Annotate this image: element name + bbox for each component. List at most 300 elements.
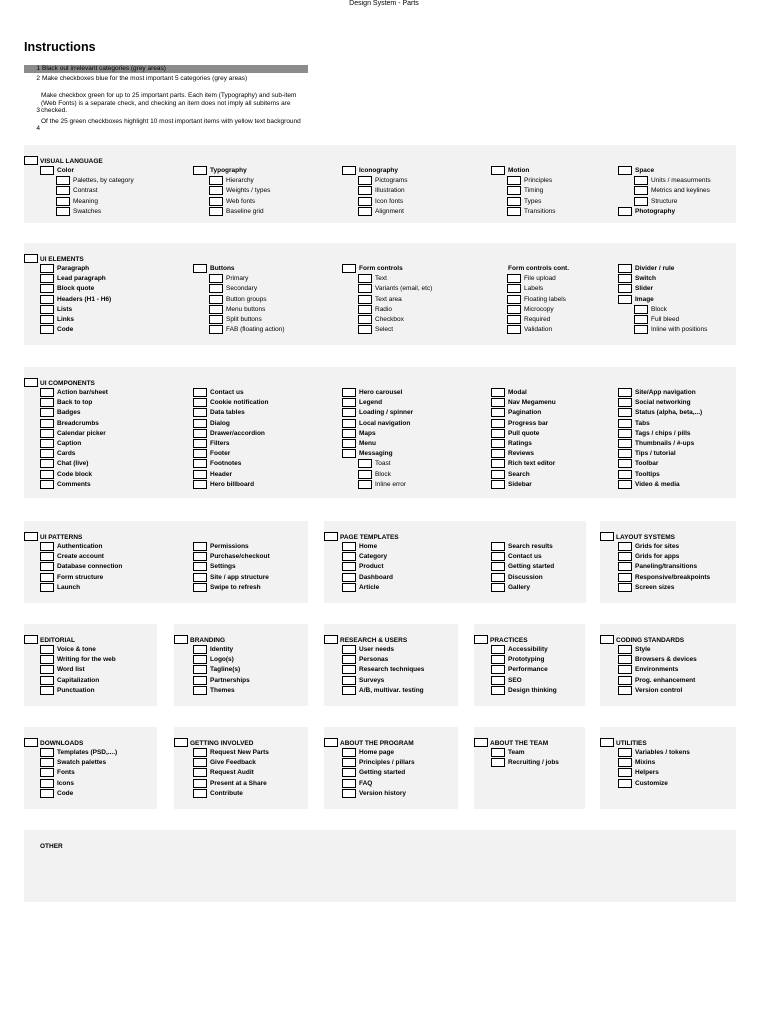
item-checkbox[interactable] <box>193 645 207 654</box>
item-checkbox[interactable] <box>507 186 521 195</box>
item-label-baseline-grid: Baseline grid <box>226 207 264 215</box>
item-checkbox[interactable] <box>618 284 632 293</box>
item-checkbox[interactable] <box>358 325 372 334</box>
item-checkbox[interactable] <box>618 748 632 757</box>
item-checkbox[interactable] <box>491 748 505 757</box>
item-label-toolbar: Toolbar <box>635 460 659 468</box>
item-label-code: Code <box>57 326 74 334</box>
item-checkbox[interactable] <box>342 645 356 654</box>
item-checkbox[interactable] <box>40 470 54 479</box>
item-checkbox[interactable] <box>358 186 372 195</box>
item-checkbox[interactable] <box>209 295 223 304</box>
section-title: GETTING INVOLVED <box>190 740 254 747</box>
item-label-hierarchy: Hierarchy <box>226 177 254 185</box>
item-checkbox[interactable] <box>40 552 54 561</box>
item-checkbox[interactable] <box>507 325 521 334</box>
item-checkbox[interactable] <box>40 459 54 468</box>
item-checkbox[interactable] <box>491 459 505 468</box>
item-label-secondary: Secondary <box>226 285 258 293</box>
item-checkbox[interactable] <box>209 197 223 206</box>
item-checkbox[interactable] <box>40 305 54 314</box>
item-label-swatch-palettes: Swatch palettes <box>57 759 107 767</box>
item-label-user-needs: User needs <box>359 646 395 653</box>
item-checkbox[interactable] <box>618 295 632 304</box>
instruction-number: 1 <box>36 65 40 72</box>
item-checkbox[interactable] <box>618 439 632 448</box>
item-checkbox[interactable] <box>40 779 54 788</box>
item-checkbox[interactable] <box>491 408 505 417</box>
item-checkbox[interactable] <box>618 665 632 674</box>
item-label-tabs: Tabs <box>635 419 650 427</box>
item-checkbox[interactable] <box>40 429 54 438</box>
item-label-form-controls: Form controls <box>359 265 403 272</box>
item-label-labels: Labels <box>524 285 544 293</box>
item-label-floating-labels: Floating labels <box>524 295 566 303</box>
item-checkbox[interactable] <box>40 665 54 674</box>
item-checkbox[interactable] <box>342 655 356 664</box>
item-label-mixins: Mixins <box>635 759 656 767</box>
item-checkbox[interactable] <box>491 419 505 428</box>
item-checkbox[interactable] <box>491 686 505 695</box>
section-checkbox[interactable] <box>24 378 38 387</box>
item-label-dashboard: Dashboard <box>359 573 393 581</box>
item-checkbox[interactable] <box>209 207 223 216</box>
item-label-give-feedback: Give Feedback <box>210 759 256 767</box>
item-checkbox[interactable] <box>358 176 372 185</box>
item-label-pull-quote: Pull quote <box>508 429 540 437</box>
section-checkbox[interactable] <box>24 254 38 263</box>
item-checkbox[interactable] <box>342 542 356 551</box>
item-checkbox[interactable] <box>342 264 356 273</box>
item-label-launch: Launch <box>57 583 81 591</box>
item-label-accessibility: Accessibility <box>508 646 548 653</box>
item-label-tags-chips-pills: Tags / chips / pills <box>635 429 691 437</box>
item-checkbox[interactable] <box>618 429 632 438</box>
item-checkbox[interactable] <box>358 470 372 479</box>
item-checkbox[interactable] <box>193 480 207 489</box>
item-checkbox[interactable] <box>342 789 356 798</box>
item-checkbox[interactable] <box>40 274 54 283</box>
item-checkbox[interactable] <box>491 562 505 571</box>
item-label-site-app-structure: Site / app structure <box>210 573 269 581</box>
item-checkbox[interactable] <box>342 583 356 592</box>
item-checkbox[interactable] <box>193 583 207 592</box>
item-checkbox[interactable] <box>618 398 632 407</box>
item-label-form-structure: Form structure <box>57 573 104 581</box>
item-checkbox[interactable] <box>40 419 54 428</box>
item-checkbox[interactable] <box>491 166 505 175</box>
item-checkbox[interactable] <box>342 573 356 582</box>
item-checkbox[interactable] <box>40 408 54 417</box>
item-label-pagination: Pagination <box>508 409 542 417</box>
item-checkbox[interactable] <box>40 264 54 273</box>
item-checkbox[interactable] <box>193 573 207 582</box>
item-checkbox[interactable] <box>342 552 356 561</box>
item-checkbox[interactable] <box>193 779 207 788</box>
section-checkbox[interactable] <box>324 635 338 644</box>
item-checkbox[interactable] <box>40 315 54 324</box>
item-checkbox[interactable] <box>618 166 632 175</box>
section-checkbox[interactable] <box>600 635 614 644</box>
item-checkbox[interactable] <box>342 419 356 428</box>
item-label-identity: Identity <box>210 646 234 653</box>
item-checkbox[interactable] <box>634 197 648 206</box>
item-label-version-control: Version control <box>635 686 683 694</box>
section-title: UI PATTERNS <box>40 534 83 541</box>
item-label-pictograms: Pictograms <box>375 177 408 185</box>
section-checkbox[interactable] <box>474 738 488 747</box>
item-checkbox[interactable] <box>40 645 54 654</box>
item-label-getting-started: Getting started <box>508 563 555 571</box>
item-checkbox[interactable] <box>358 459 372 468</box>
item-label-messaging: Messaging <box>359 450 393 458</box>
section-title: VISUAL LANGUAGE <box>40 158 103 165</box>
item-checkbox[interactable] <box>40 542 54 551</box>
section-checkbox[interactable] <box>24 738 38 747</box>
item-label-getting-started: Getting started <box>359 769 406 777</box>
item-label-data-tables: Data tables <box>210 409 245 417</box>
item-label-badges: Badges <box>57 409 81 417</box>
item-label-prog-enhancement: Prog. enhancement <box>635 676 696 684</box>
item-checkbox[interactable] <box>618 779 632 788</box>
item-label-partnerships: Partnerships <box>210 676 250 684</box>
item-checkbox[interactable] <box>40 758 54 767</box>
item-label-space: Space <box>635 167 655 174</box>
item-label-gallery: Gallery <box>508 583 531 591</box>
item-checkbox[interactable] <box>193 439 207 448</box>
item-checkbox[interactable] <box>193 459 207 468</box>
item-label-contribute: Contribute <box>210 789 243 797</box>
item-checkbox[interactable] <box>40 562 54 571</box>
item-checkbox[interactable] <box>634 305 648 314</box>
item-checkbox[interactable] <box>507 315 521 324</box>
item-label-divider-rule: Divider / rule <box>635 265 675 272</box>
item-label-units-measurments: Units / measurments <box>651 177 711 185</box>
item-checkbox[interactable] <box>40 748 54 757</box>
item-checkbox[interactable] <box>209 176 223 185</box>
item-label-video-media: Video & media <box>635 480 680 488</box>
item-label-inline-error: Inline error <box>375 480 407 488</box>
item-label-voice-tone: Voice & tone <box>57 646 96 653</box>
item-checkbox[interactable] <box>618 274 632 283</box>
item-label-fab-floating-action: FAB (floating action) <box>226 326 285 334</box>
item-label-templates-psd: Templates (PSD,....) <box>57 749 118 756</box>
item-label-maps: Maps <box>359 429 376 437</box>
item-checkbox[interactable] <box>193 408 207 417</box>
item-checkbox[interactable] <box>491 552 505 561</box>
item-checkbox[interactable] <box>209 325 223 334</box>
item-checkbox[interactable] <box>193 264 207 273</box>
item-label-writing-for-the-web: Writing for the web <box>57 656 116 664</box>
item-checkbox[interactable] <box>618 573 632 582</box>
item-checkbox[interactable] <box>491 758 505 767</box>
item-checkbox[interactable] <box>193 665 207 674</box>
item-checkbox[interactable] <box>342 562 356 571</box>
item-checkbox[interactable] <box>507 197 521 206</box>
item-checkbox[interactable] <box>193 398 207 407</box>
item-checkbox[interactable] <box>491 388 505 397</box>
item-checkbox[interactable] <box>358 305 372 314</box>
item-checkbox[interactable] <box>342 429 356 438</box>
item-checkbox[interactable] <box>618 542 632 551</box>
instruction-3-number: 3 <box>36 107 40 114</box>
item-label-tagline-s: Tagline(s) <box>210 666 241 674</box>
item-label-structure: Structure <box>651 197 678 205</box>
item-label-validation: Validation <box>524 326 553 334</box>
item-checkbox[interactable] <box>56 186 70 195</box>
item-checkbox[interactable] <box>56 176 70 185</box>
item-label-palettes-by-category: Palettes, by category <box>73 177 134 185</box>
item-checkbox[interactable] <box>618 408 632 417</box>
item-checkbox[interactable] <box>342 676 356 685</box>
item-checkbox[interactable] <box>193 676 207 685</box>
item-checkbox[interactable] <box>358 274 372 283</box>
item-label-split-buttons: Split buttons <box>226 316 262 323</box>
section-checkbox[interactable] <box>600 532 614 541</box>
item-checkbox[interactable] <box>618 552 632 561</box>
item-checkbox[interactable] <box>507 207 521 216</box>
item-checkbox[interactable] <box>193 758 207 767</box>
item-checkbox[interactable] <box>193 789 207 798</box>
instruction-3-text: Make checkbox green for up to 25 important parts. Each item (Typography) and sub-item (Web Fonts) is a separate check, and checking an item does not imply all subitems are checked. <box>41 92 297 114</box>
item-checkbox[interactable] <box>491 449 505 458</box>
item-checkbox[interactable] <box>342 408 356 417</box>
item-label-authentication: Authentication <box>57 543 103 550</box>
item-checkbox[interactable] <box>342 665 356 674</box>
item-label-cookie-notification: Cookie notification <box>210 399 269 407</box>
item-label-dialog: Dialog <box>210 419 230 427</box>
item-label-contrast: Contrast <box>73 187 98 195</box>
item-label-metrics-and-keylines: Metrics and keylines <box>651 187 710 195</box>
item-checkbox[interactable] <box>193 562 207 571</box>
section-title: ABOUT THE PROGRAM <box>340 740 414 747</box>
item-checkbox[interactable] <box>618 562 632 571</box>
item-checkbox[interactable] <box>618 388 632 397</box>
item-checkbox[interactable] <box>193 655 207 664</box>
item-checkbox[interactable] <box>209 305 223 314</box>
section-checkbox[interactable] <box>324 738 338 747</box>
item-checkbox[interactable] <box>56 207 70 216</box>
section-checkbox[interactable] <box>24 156 38 165</box>
item-checkbox[interactable] <box>40 676 54 685</box>
item-label-progress-bar: Progress bar <box>508 419 549 427</box>
item-checkbox[interactable] <box>618 264 632 273</box>
item-checkbox[interactable] <box>491 439 505 448</box>
item-label-required: Required <box>524 316 551 323</box>
item-checkbox[interactable] <box>634 315 648 324</box>
item-checkbox[interactable] <box>193 166 207 175</box>
item-checkbox[interactable] <box>507 295 521 304</box>
item-checkbox[interactable] <box>342 388 356 397</box>
item-checkbox[interactable] <box>193 748 207 757</box>
item-label-toast: Toast <box>375 460 391 468</box>
item-checkbox[interactable] <box>40 583 54 592</box>
item-checkbox[interactable] <box>491 480 505 489</box>
item-checkbox[interactable] <box>491 583 505 592</box>
item-checkbox[interactable] <box>56 197 70 206</box>
item-label-hero-billboard: Hero billboard <box>210 480 255 488</box>
item-checkbox[interactable] <box>491 665 505 674</box>
item-checkbox[interactable] <box>491 542 505 551</box>
item-label-screen-sizes: Screen sizes <box>635 583 675 591</box>
item-label-themes: Themes <box>210 686 235 694</box>
item-checkbox[interactable] <box>358 284 372 293</box>
item-checkbox[interactable] <box>193 419 207 428</box>
item-checkbox[interactable] <box>40 439 54 448</box>
section-checkbox[interactable] <box>174 635 188 644</box>
item-checkbox[interactable] <box>358 480 372 489</box>
item-checkbox[interactable] <box>618 686 632 695</box>
instruction-2 <box>24 75 247 83</box>
section-title: PAGE TEMPLATES <box>340 534 399 541</box>
item-checkbox[interactable] <box>40 295 54 304</box>
item-label-typography: Typography <box>210 167 247 174</box>
section-title: PRACTICES <box>490 637 528 644</box>
item-label-responsive-breakpoints: Responsive/breakpoints <box>635 573 711 581</box>
item-checkbox[interactable] <box>193 552 207 561</box>
item-checkbox[interactable] <box>40 449 54 458</box>
item-checkbox[interactable] <box>618 449 632 458</box>
item-label-reviews: Reviews <box>508 450 535 458</box>
item-label-weights-types: Weights / types <box>226 187 271 195</box>
section-title: UI ELEMENTS <box>40 256 84 263</box>
item-checkbox[interactable] <box>491 645 505 654</box>
item-checkbox[interactable] <box>342 166 356 175</box>
item-checkbox[interactable] <box>40 768 54 777</box>
item-checkbox[interactable] <box>342 398 356 407</box>
item-checkbox[interactable] <box>40 398 54 407</box>
item-checkbox[interactable] <box>358 295 372 304</box>
item-checkbox[interactable] <box>193 470 207 479</box>
item-checkbox[interactable] <box>507 274 521 283</box>
item-label-local-navigation: Local navigation <box>359 419 411 427</box>
item-checkbox[interactable] <box>40 686 54 695</box>
item-checkbox[interactable] <box>618 470 632 479</box>
item-checkbox[interactable] <box>634 325 648 334</box>
item-label-search-results: Search results <box>508 543 553 550</box>
item-label-personas: Personas <box>359 656 389 664</box>
item-checkbox[interactable] <box>193 429 207 438</box>
item-checkbox[interactable] <box>342 449 356 458</box>
item-label-permissions: Permissions <box>210 543 249 550</box>
section-checkbox[interactable] <box>174 738 188 747</box>
item-checkbox[interactable] <box>342 758 356 767</box>
item-checkbox[interactable] <box>618 768 632 777</box>
item-checkbox[interactable] <box>358 315 372 324</box>
section-checkbox[interactable] <box>600 738 614 747</box>
item-checkbox[interactable] <box>342 779 356 788</box>
item-checkbox[interactable] <box>342 768 356 777</box>
item-label-switch: Switch <box>635 275 656 283</box>
item-checkbox[interactable] <box>634 176 648 185</box>
section-checkbox[interactable] <box>324 532 338 541</box>
item-checkbox[interactable] <box>491 429 505 438</box>
item-label-footer: Footer <box>210 450 231 458</box>
item-label-links: Links <box>57 316 74 323</box>
item-checkbox[interactable] <box>40 655 54 664</box>
item-checkbox[interactable] <box>209 315 223 324</box>
item-checkbox[interactable] <box>193 542 207 551</box>
item-label-text-area: Text area <box>375 295 402 303</box>
item-checkbox[interactable] <box>342 686 356 695</box>
item-checkbox[interactable] <box>40 573 54 582</box>
item-checkbox[interactable] <box>618 655 632 664</box>
item-checkbox[interactable] <box>491 655 505 664</box>
item-label-transitions: Transitions <box>524 207 556 215</box>
item-checkbox[interactable] <box>209 284 223 293</box>
item-checkbox[interactable] <box>634 186 648 195</box>
item-label-header: Header <box>210 470 233 478</box>
section-checkbox[interactable] <box>24 532 38 541</box>
item-label-headers-h1-h6: Headers (H1 - H6) <box>57 295 112 303</box>
item-checkbox[interactable] <box>491 676 505 685</box>
item-checkbox[interactable] <box>40 480 54 489</box>
item-checkbox[interactable] <box>507 176 521 185</box>
section-title: UTILITIES <box>616 740 647 747</box>
item-checkbox[interactable] <box>342 439 356 448</box>
item-checkbox[interactable] <box>193 449 207 458</box>
item-checkbox[interactable] <box>491 398 505 407</box>
item-checkbox[interactable] <box>193 388 207 397</box>
item-checkbox[interactable] <box>40 388 54 397</box>
item-checkbox[interactable] <box>40 789 54 798</box>
item-checkbox[interactable] <box>40 325 54 334</box>
item-checkbox[interactable] <box>618 645 632 654</box>
section-title: LAYOUT SYSTEMS <box>616 534 675 541</box>
item-label-checkbox: Checkbox <box>375 316 404 323</box>
item-checkbox[interactable] <box>618 676 632 685</box>
item-checkbox[interactable] <box>40 166 54 175</box>
item-checkbox[interactable] <box>209 274 223 283</box>
item-label-lead-paragraph: Lead paragraph <box>57 275 106 283</box>
section-title: UI COMPONENTS <box>40 380 95 387</box>
item-label-contact-us: Contact us <box>508 553 542 561</box>
item-label-category: Category <box>359 553 388 561</box>
item-checkbox[interactable] <box>491 470 505 479</box>
item-checkbox[interactable] <box>618 480 632 489</box>
sheet-header: Design System - Parts <box>349 0 419 7</box>
item-checkbox[interactable] <box>507 284 521 293</box>
item-checkbox[interactable] <box>618 758 632 767</box>
item-label-principles-pillars: Principles / pillars <box>359 759 415 767</box>
item-label-color: Color <box>57 167 74 174</box>
item-checkbox[interactable] <box>618 207 632 216</box>
section-checkbox[interactable] <box>24 635 38 644</box>
item-label-slider: Slider <box>635 285 654 293</box>
item-checkbox[interactable] <box>618 583 632 592</box>
item-checkbox[interactable] <box>193 768 207 777</box>
item-label-faq: FAQ <box>359 779 373 787</box>
item-label-file-upload: File upload <box>524 275 556 283</box>
item-label-fonts: Fonts <box>57 769 75 777</box>
item-checkbox[interactable] <box>358 197 372 206</box>
item-checkbox[interactable] <box>193 686 207 695</box>
section-checkbox[interactable] <box>474 635 488 644</box>
item-label-loading-spinner: Loading / spinner <box>359 409 414 417</box>
item-checkbox[interactable] <box>618 419 632 428</box>
instruction-4-text: Of the 25 green checkboxes highlight 10 most important items with yellow text background <box>41 118 301 125</box>
item-checkbox[interactable] <box>491 573 505 582</box>
item-checkbox[interactable] <box>618 459 632 468</box>
item-checkbox[interactable] <box>209 186 223 195</box>
item-checkbox[interactable] <box>358 207 372 216</box>
item-checkbox[interactable] <box>507 305 521 314</box>
item-checkbox[interactable] <box>40 284 54 293</box>
instruction-text: Make checkboxes blue for the most important 5 categories (grey areas) <box>42 75 248 82</box>
item-checkbox[interactable] <box>342 748 356 757</box>
item-label-team: Team <box>508 749 525 756</box>
item-label-site-app-navigation: Site/App navigation <box>635 389 696 396</box>
